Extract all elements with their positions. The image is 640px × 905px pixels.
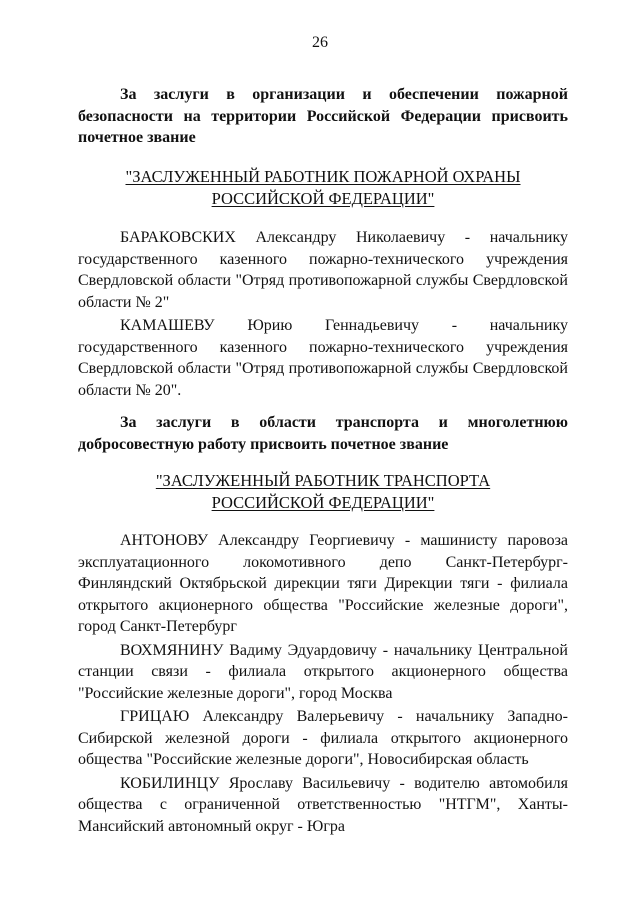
section-2-award-title-line-2: РОССИЙСКОЙ ФЕДЕРАЦИИ" <box>211 493 435 512</box>
section-1-award-title <box>78 166 568 210</box>
award-entry: БАРАКОВСКИХ Александру Николаевичу - начальнику государственного казенного пожарно-технического учреждения Свердловской области "Отряд противопожарной службы Свердловской области № 2" <box>78 229 568 311</box>
award-entry: АНТОНОВУ Александру Георгиевичу - машинисту паровоза эксплуатационного локомотивного депо Санкт-Петербург-Финляндский Октябрьской дирекции тяги Дирекции тяги - филиала открытого акционерного общества "Российские железные дороги", город Санкт-Петербург <box>78 532 568 635</box>
section-1-entries <box>78 227 568 401</box>
award-entry: КАМАШЕВУ Юрию Геннадьевичу - начальнику государственного казенного пожарно-технического учреждения Свердловской области "Отряд противопожарной службы Свердловской области № 20". <box>78 317 568 399</box>
section-2-award-title <box>78 470 568 514</box>
section-1-award-title-line-1: "ЗАСЛУЖЕННЫЙ РАБОТНИК ПОЖАРНОЙ ОХРАНЫ <box>125 167 521 186</box>
award-entry: ГРИЦАЮ Александру Валерьевичу - начальнику Западно-Сибирской железной дороги - филиала открытого акционерного общества "Российские железные дороги", Новосибирская область <box>78 708 568 768</box>
section-1-award-title-line-2: РОССИЙСКОЙ ФЕДЕРАЦИИ" <box>211 189 435 208</box>
section-2-award-title-line-1: "ЗАСЛУЖЕННЫЙ РАБОТНИК ТРАНСПОРТА <box>155 471 491 490</box>
award-entry: КОБИЛИНЦУ Ярославу Васильевичу - водителю автомобиля общества с ограниченной ответственностью "НТГМ", Ханты-Мансийский автономный округ - Югра <box>78 774 568 835</box>
section-1-intro: За заслуги в организации и обеспечении пожарной безопасности на территории Российской Федерации присвоить почетное звание <box>78 86 568 146</box>
section-2-intro: За заслуги в области транспорта и многолетнюю добросовестную работу присвоить почетное звание <box>78 414 568 453</box>
section-2-entries <box>78 530 568 837</box>
page-number: 26 <box>312 34 328 51</box>
award-entry: ВОХМЯНИНУ Вадиму Эдуардовичу - начальнику Центральной станции связи - филиала открытого акционерного общества "Российские железные дороги", город Москва <box>78 641 568 702</box>
